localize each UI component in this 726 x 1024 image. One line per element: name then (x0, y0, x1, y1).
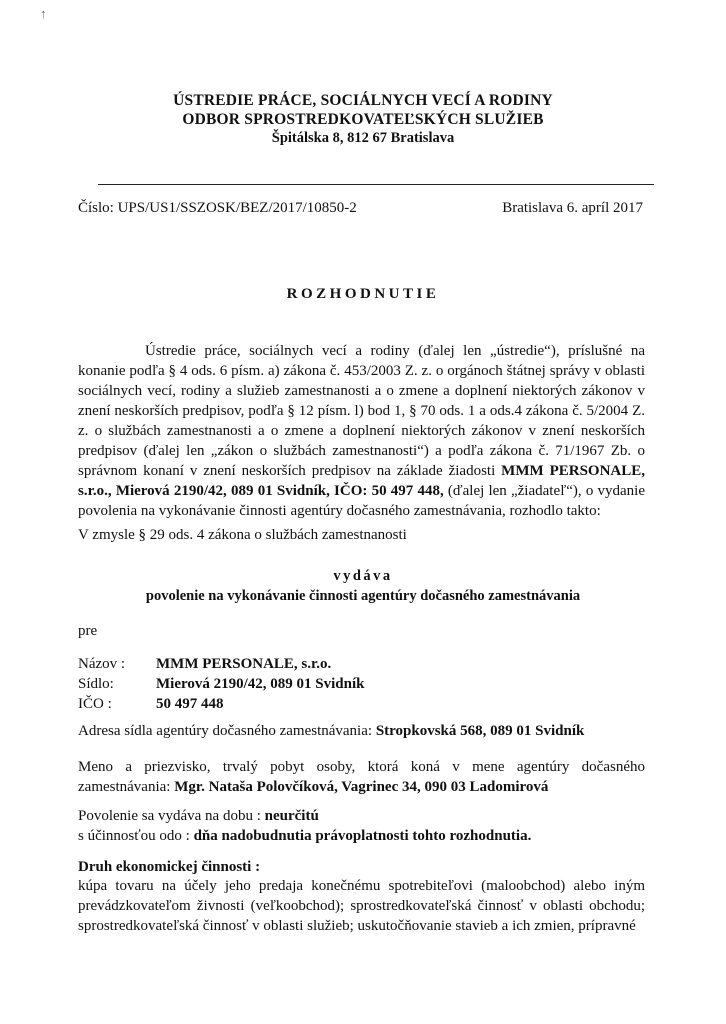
entity-name-row (78, 654, 331, 674)
duration-value: neurčitú (264, 808, 319, 824)
issuer-address: Špitálska 8, 812 67 Bratislava (271, 130, 455, 146)
entity-seat-row (78, 674, 365, 694)
activity-heading: Druh ekonomickej činnosti : (78, 859, 261, 875)
responsible-person-value: Mgr. Nataša Polovčíková, Vagrinec 34, 090 03 Ladomirová (174, 779, 549, 795)
agency-address-row (78, 721, 645, 741)
agency-address-value: Stropkovská 568, 089 01 Svidník (375, 723, 585, 739)
effect-label: s účinnosťou odo : (78, 828, 194, 844)
permit-title: povolenie na vykonávanie činnosti agentúry dočasného zamestnávania (145, 588, 581, 604)
responsible-person-row (78, 757, 645, 797)
effect-value: dňa nadobudnutia právoplatnosti tohto rozhodnutia. (193, 828, 532, 844)
activity-text: kúpa tovaru na účely jeho predaja konečnému spotrebiteľovi (maloobchod) alebo iným prevádzkovateľom živnosti (veľkoobchod); sprostredkovateľská činnosť v oblasti obchodu; sprostredkovateľská činnosť v oblasti služieb; uskutočňovanie stavieb a ich zmien, prípravné (78, 878, 645, 934)
intro-paragraph (78, 341, 645, 521)
vydava-heading: vydáva (333, 568, 393, 584)
entity-seat-value: Mierová 2190/42, 089 01 Svidník (156, 676, 365, 692)
effect-row (78, 826, 645, 846)
intro-text-part1: Ústredie práce, sociálnych vecí a rodiny (ďalej len „ústredie“), príslušné na konanie podľa § 4 ods. 6 písm. a) zákona č. 453/2003 Z. z. o orgánoch štátnej správy v oblasti sociálnych vecí, rodiny a služieb zamestnanosti a o zmene a doplnení niektorých zákonov v znení neskorších predpisov, podľa § 12 písm. l) bod 1, § 70 ods. 1 a ods.4 zákona č. 5/2004 Z. z. o službách zamestnanosti a o zmene a doplnení niektorých zákonov v znení neskorších predpisov (ďalej len „zákon o službách zamestnanosti“) a podľa zákona č. 71/1967 Zb. o správnom konaní v znení neskorších predpisov na základe žiadosti (78, 343, 645, 479)
entity-ico-row (78, 694, 224, 714)
entity-name-value: MMM PERSONALE, s.r.o. (156, 656, 332, 672)
duration-row (78, 806, 645, 826)
pre-label: pre (78, 623, 98, 639)
legal-basis: V zmysle § 29 ods. 4 zákona o službách zamestnanosti (78, 527, 407, 543)
document-title: ROZHODNUTIE (286, 286, 440, 302)
intro-text-part2: (ďalej len „žiadateľ“), o vydanie povolenia na vykonávanie činnosti agentúry dočasného zamestnávania, rozhodlo takto: (78, 483, 645, 519)
reference-number: Číslo: UPS/US1/SSZOSK/BEZ/2017/10850-2 (78, 200, 357, 216)
handwritten-mark: ↑ (40, 6, 47, 21)
entity-ico-value: 50 497 448 (156, 696, 224, 712)
entity-seat-label: Sídlo: (78, 676, 114, 692)
entity-ico-label: IČO : (78, 696, 112, 712)
place-and-date: Bratislava 6. apríl 2017 (502, 200, 643, 216)
entity-name-label: Názov : (78, 656, 126, 672)
agency-address-label: Adresa sídla agentúry dočasného zamestnávania: (78, 723, 376, 739)
issuer-name: ÚSTREDIE PRÁCE, SOCIÁLNYCH VECÍ A RODINY (173, 92, 553, 109)
applicant-details: MMM PERSONALE, s.r.o., Mierová 2190/42, 089 01 Svidník, IČO: 50 497 448, (78, 463, 645, 499)
responsible-person-label: Meno a priezvisko, trvalý pobyt osoby, ktorá koná v mene agentúry dočasného zamestnávania: (78, 759, 645, 795)
issuer-header (0, 92, 726, 147)
header-divider (98, 184, 654, 185)
duration-label: Povolenie sa vydáva na dobu : (78, 808, 265, 824)
issuer-department: ODBOR SPROSTREDKOVATEĽSKÝCH SLUŽIEB (182, 111, 544, 128)
